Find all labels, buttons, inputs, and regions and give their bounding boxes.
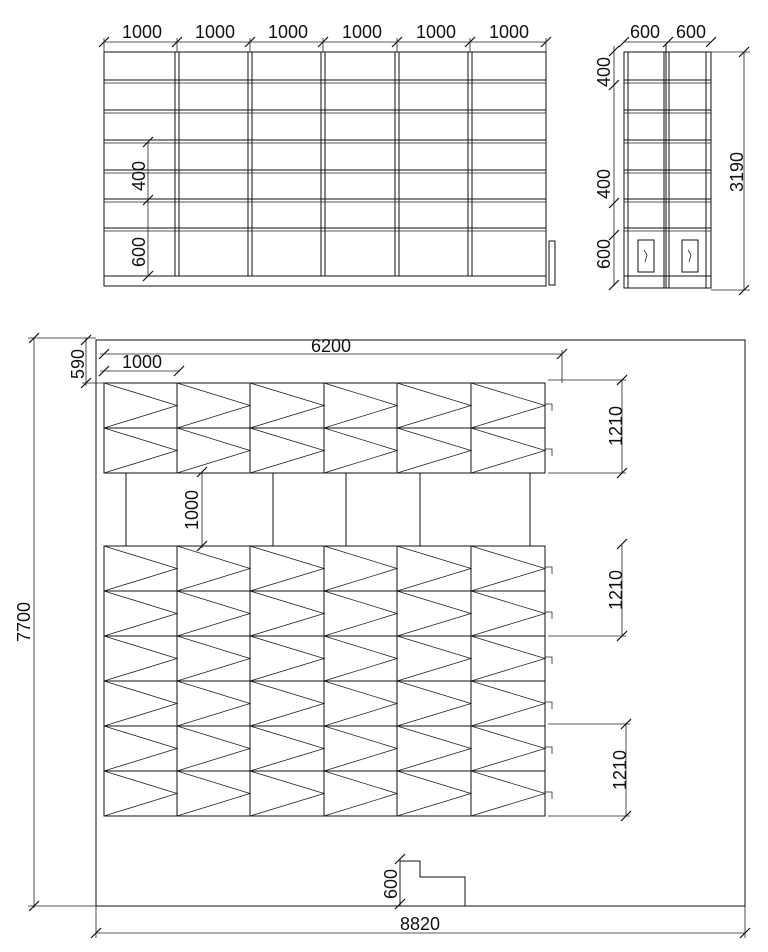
plan-rack-cell xyxy=(471,681,545,726)
plan-rack-triangle xyxy=(104,591,177,636)
plan-rack-triangle xyxy=(177,383,250,428)
plan-rack-cell xyxy=(397,771,471,816)
plan-rack-triangle xyxy=(177,591,250,636)
front-width-label-3: 1000 xyxy=(267,22,309,42)
plan-rack-handle xyxy=(545,449,552,456)
front-width-label-5: 1000 xyxy=(415,22,457,42)
front-width-label-4: 1000 xyxy=(341,22,383,42)
side-depth-label-2: 600 xyxy=(675,22,707,42)
plan-rack-cell xyxy=(250,383,324,428)
plan-rack-triangle xyxy=(471,636,545,681)
plan-rack-triangle xyxy=(324,428,397,473)
plan-rack-cell xyxy=(250,771,324,816)
room-outline xyxy=(96,340,745,906)
plan-rack-cell xyxy=(104,726,177,771)
plan-rack-depth-label-1: 1210 xyxy=(606,405,626,447)
plan-rack-triangle xyxy=(471,591,545,636)
plan-rack-cell xyxy=(324,681,397,726)
plan-rack-cell xyxy=(397,546,471,591)
plan-rack-cell xyxy=(471,546,545,591)
plan-rack-triangle xyxy=(104,383,177,428)
plan-rack-triangle xyxy=(250,636,324,681)
plan-room-width-label: 8820 xyxy=(399,914,441,934)
side-shelf-height-lower-label: 400 xyxy=(594,168,614,200)
plan-rack-triangle xyxy=(104,428,177,473)
plan-rack-triangle xyxy=(471,546,545,591)
plan-rack-cell xyxy=(250,726,324,771)
plan-rack-handle xyxy=(545,702,552,709)
side-total-height-label: 3190 xyxy=(727,151,747,193)
front-width-label-2: 1000 xyxy=(194,22,236,42)
plan-rack-triangle xyxy=(250,681,324,726)
front-rack-base xyxy=(104,276,546,286)
plan-rack-cell xyxy=(250,681,324,726)
plan-rack-depth-label-2: 1210 xyxy=(606,569,626,611)
plan-rack-triangle xyxy=(471,771,545,816)
front-shelf-height-label: 400 xyxy=(129,160,149,192)
plan-rack-cell xyxy=(471,428,545,473)
plan-aisle-width-label: 1000 xyxy=(182,489,202,531)
plan-rack-handle xyxy=(545,747,552,754)
plan-rack-triangle xyxy=(397,546,471,591)
plan-rack-cell xyxy=(324,383,397,428)
plan-rack-handle xyxy=(545,612,552,619)
plan-rack-triangle xyxy=(397,428,471,473)
plan-rack-cell xyxy=(177,636,250,681)
plan-rack-cell xyxy=(397,428,471,473)
plan-rack-triangle xyxy=(250,771,324,816)
plan-rack-cell xyxy=(471,771,545,816)
plan-rack-handle xyxy=(545,404,552,411)
plan-door-offset-label: 600 xyxy=(381,868,401,900)
plan-rack-triangle xyxy=(177,546,250,591)
plan-rack-triangle xyxy=(324,771,397,816)
plan-rack-cell xyxy=(324,591,397,636)
plan-rack-cell xyxy=(471,591,545,636)
plan-rack-triangle xyxy=(324,726,397,771)
plan-total-length-label: 6200 xyxy=(310,336,352,356)
plan-rack-triangle xyxy=(397,591,471,636)
plan-wall-offset-label: 590 xyxy=(68,348,88,380)
front-width-label-6: 1000 xyxy=(488,22,530,42)
plan-rack-cell xyxy=(397,636,471,681)
plan-rack-cell xyxy=(471,383,545,428)
plan-rack-triangle xyxy=(177,681,250,726)
plan-rack-triangle xyxy=(324,681,397,726)
plan-rack-triangle xyxy=(104,726,177,771)
plan-rack-triangle xyxy=(471,681,545,726)
plan-rack-cell xyxy=(177,681,250,726)
front-elevation xyxy=(99,22,555,286)
plan-rack-depth-label-3: 1210 xyxy=(610,749,630,791)
plan-rack-cell xyxy=(104,428,177,473)
plan-room-depth-label: 7700 xyxy=(14,601,34,643)
plan-rack-cell xyxy=(177,546,250,591)
plan-rack-triangle xyxy=(471,383,545,428)
plan-rack-cell xyxy=(324,771,397,816)
plan-rack-cell xyxy=(324,636,397,681)
plan-rack-triangle xyxy=(324,591,397,636)
plan-rack-triangle xyxy=(250,591,324,636)
plan-rack-triangle xyxy=(104,681,177,726)
plan-rack-cell xyxy=(324,546,397,591)
plan-rack-cell xyxy=(250,636,324,681)
plan-rack-cell xyxy=(324,428,397,473)
plan-rack-cell xyxy=(177,383,250,428)
plan-rack-triangle xyxy=(324,636,397,681)
plan-rack-cell xyxy=(397,726,471,771)
side-elevation xyxy=(594,22,750,295)
plan-rack-triangle xyxy=(250,546,324,591)
plan-rack-triangle xyxy=(177,771,250,816)
plan-rack-cell xyxy=(104,383,177,428)
plan-rack-cell xyxy=(324,726,397,771)
plan-rack-triangle xyxy=(324,383,397,428)
plan-rack-triangle xyxy=(471,428,545,473)
plan-rack-handle xyxy=(545,657,552,664)
plan-rack-triangle xyxy=(397,726,471,771)
plan-rack-cell xyxy=(471,726,545,771)
plan-rack-cell xyxy=(104,636,177,681)
plan-rack-cell xyxy=(397,681,471,726)
side-rack-base xyxy=(624,276,711,288)
plan-rack-cell xyxy=(177,771,250,816)
side-base-height-label: 600 xyxy=(594,238,614,270)
plan-module-width-label: 1000 xyxy=(121,352,163,372)
front-base-height-label: 600 xyxy=(129,236,149,268)
plan-rack-triangle xyxy=(250,726,324,771)
plan-rack-cell xyxy=(250,546,324,591)
plan-rack-triangle xyxy=(177,636,250,681)
plan-rack-cell xyxy=(397,591,471,636)
plan-rack-cell xyxy=(177,428,250,473)
plan-rack-triangle xyxy=(177,726,250,771)
plan-rack-handle xyxy=(545,567,552,574)
plan-view xyxy=(14,333,750,938)
plan-rack-cell xyxy=(104,681,177,726)
plan-rack-cell xyxy=(104,546,177,591)
plan-rack-triangle xyxy=(324,546,397,591)
plan-rack-triangle xyxy=(397,681,471,726)
plan-rack-triangle xyxy=(397,771,471,816)
plan-rack-cell xyxy=(177,726,250,771)
plan-rack-cell xyxy=(104,771,177,816)
plan-rack-cell xyxy=(177,591,250,636)
plan-rack-triangle xyxy=(397,636,471,681)
plan-rack-blocks xyxy=(104,383,552,816)
plan-rack-cell xyxy=(471,636,545,681)
front-width-label-1: 1000 xyxy=(121,22,163,42)
side-depth-label-1: 600 xyxy=(629,22,661,42)
front-rack-frame xyxy=(104,52,546,286)
plan-rack-triangle xyxy=(471,726,545,771)
plan-rack-handle xyxy=(545,792,552,799)
plan-rack-cell xyxy=(104,591,177,636)
plan-rack-triangle xyxy=(250,383,324,428)
plan-rack-triangle xyxy=(104,771,177,816)
plan-rack-triangle xyxy=(177,428,250,473)
plan-rack-cell xyxy=(250,591,324,636)
plan-rack-cell xyxy=(397,383,471,428)
plan-rack-triangle xyxy=(104,546,177,591)
plan-rack-triangle xyxy=(250,428,324,473)
side-shelf-height-upper-label: 400 xyxy=(594,56,614,88)
plan-rack-triangle xyxy=(397,383,471,428)
plan-rack-triangle xyxy=(104,636,177,681)
plan-rack-cell xyxy=(250,428,324,473)
